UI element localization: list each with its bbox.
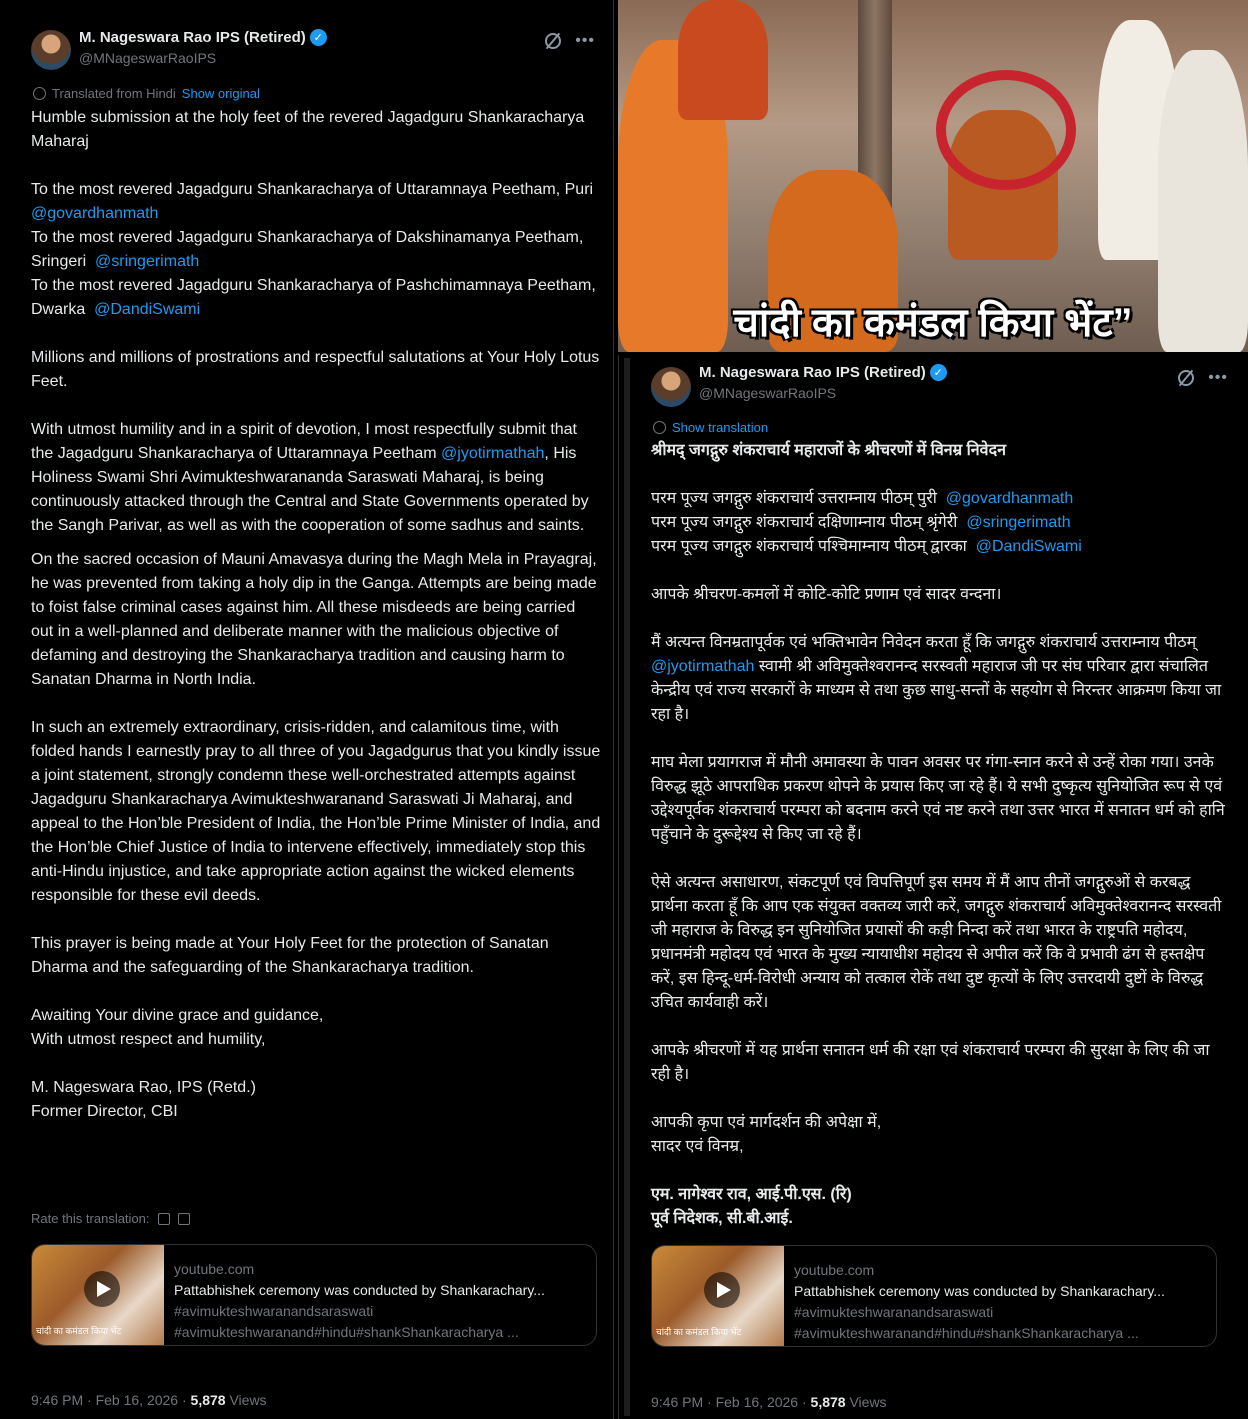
verified-badge-icon: ✓	[930, 364, 947, 381]
addressee-1-text: परम पूज्य जगद्गुरु शंकराचार्य उत्तराम्नाय पीठम् पुरी	[651, 490, 937, 507]
closing-line-2: With utmost respect and humility,	[31, 1031, 266, 1048]
garland-shape	[936, 70, 1076, 190]
closing-block	[31, 1004, 601, 1052]
mention-dandiswami[interactable]: @DandiSwami	[975, 538, 1082, 555]
translation-notice	[33, 86, 260, 101]
views-count: 5,878	[190, 1392, 226, 1408]
scrollbar[interactable]	[624, 358, 630, 1416]
play-icon[interactable]	[704, 1272, 740, 1308]
more-options-icon[interactable]: •••	[575, 32, 595, 49]
link-card-text[interactable]	[794, 1260, 1206, 1344]
addressee-3-text: To the most revered Jagadguru Shankaracharya of Pashchimamnaya Peetham, Dwarka	[31, 277, 596, 318]
link-card-thumbnail[interactable]	[652, 1246, 784, 1346]
tweet-header	[0, 26, 613, 70]
thumbnail-caption: चांदी का कमंडल किया भेंट	[656, 1327, 742, 1337]
video-still[interactable]	[618, 0, 1248, 352]
link-card-text[interactable]	[174, 1259, 586, 1343]
signature-name: एम. नागेश्वर राव, आई.पी.एस. (रि)	[651, 1186, 852, 1203]
more-options-icon[interactable]: •••	[1208, 369, 1228, 386]
tweet-original	[618, 355, 1248, 1419]
tweet-body-original	[651, 439, 1226, 1255]
addressees-block	[651, 487, 1226, 559]
paragraph-crisis: ऐसे अत्यन्त असाधारण, संकटपूर्ण एवं विपत्तिपूर्ण इस समय में मैं आप तीनों जगद्गुरुओं से करबद्ध प्रार्थना करता हूँ कि आप एक संयुक्त वक्तव्य जारी करें, जगद्गुरु शंकराचार्य अविमुक्तेश्वरानन्द सरस्वती जी महाराज के विरुद्ध इन सुनियोजित प्रयासों की कड़ी निन्दा करें तथा भारत के राष्ट्रपति महोदय, प्रधानमंत्री महोदय एवं भारत के मुख्य न्यायाधीश महोदय से अपील करें कि वे प्रभावी ढंग से हस्तक्षेप करें, इस हिन्दू-धर्म-विरोधी अन्याय को तत्काल रोकें तथा दुष्ट कृत्यों के लिए उत्तरदायी दुष्टों के विरुद्ध उचित कार्यवाही करें।	[651, 874, 1222, 1011]
link-card-title[interactable]: Pattabhishek ceremony was conducted by Shankarachary...	[794, 1283, 1165, 1299]
paragraph-salutation: Millions and millions of prostrations and respectful salutations at Your Holy Lotus Feet.	[31, 349, 600, 390]
link-card-domain: youtube.com	[174, 1261, 255, 1277]
tweet-header-original	[619, 363, 1248, 407]
paragraph-magh-mela: माघ मेला प्रयागराज में मौनी अमावस्या के पावन अवसर पर गंगा-स्नान करने से उन्हें रोका गया। उनके विरुद्ध झूठे आपराधिक प्रकरण थोपने के प्रयास किए जा रहे हैं। ये सभी दुष्कृत्य सुनियोजित रूप से एवं उद्देश्यपूर्वक शंकराचार्य परम्परा को बदनाम करने एवं नष्ट करने तथा उत्तर भारत में सनातन धर्म को हानि पहुँचाने के दुरूद्देश्य से किए जा रहे हैं।	[651, 754, 1225, 843]
show-original-link[interactable]: Show original	[181, 86, 260, 101]
header-actions	[1178, 369, 1228, 387]
play-icon[interactable]	[84, 1271, 120, 1307]
tweet-meta	[31, 1392, 267, 1408]
paragraph-salutation: आपके श्रीचरण-कमलों में कोटि-कोटि प्रणाम एवं सादर वन्दना।	[651, 586, 1002, 603]
link-card-domain: youtube.com	[794, 1262, 875, 1278]
signature-name: M. Nageswara Rao, IPS (Retd.)	[31, 1079, 256, 1096]
addressee-2-text: परम पूज्य जगद्गुरु शंकराचार्य दक्षिणाम्नाय पीठम् श्रृंगेरी	[651, 514, 958, 531]
show-translation-link[interactable]: Show translation	[672, 420, 769, 435]
humility-text-pre: मैं अत्यन्त विनम्रतापूर्वक एवं भक्तिभावेन निवेदन करता हूँ कि जगद्गुरु शंकराचार्य उत्तराम्नाय पीठम्	[651, 634, 1197, 651]
signature-title: पूर्व निदेशक, सी.बी.आई.	[651, 1210, 793, 1227]
tweet-meta	[651, 1394, 887, 1410]
link-card-thumbnail[interactable]	[32, 1245, 164, 1345]
grok-icon[interactable]	[545, 33, 561, 49]
closing-block	[651, 1111, 1226, 1159]
translate-icon	[33, 87, 46, 100]
signature-block	[31, 1076, 601, 1124]
link-card-desc-1: #avimukteshwaranandsaraswati	[794, 1304, 994, 1320]
paragraph-humility	[31, 418, 601, 538]
addressee-1-text: To the most revered Jagadguru Shankaracharya of Uttaramnaya Peetham, Puri	[31, 181, 594, 198]
translation-notice	[653, 420, 768, 435]
link-card-desc-2: #avimukteshwaranand#hindu#shankShankaracharya ...	[174, 1324, 519, 1340]
mention-govardhanmath[interactable]: @govardhanmath	[31, 205, 159, 222]
paragraph-crisis: In such an extremely extraordinary, crisis-ridden, and calamitous time, with folded hands I earnestly pray to all three of you Jagadgurus that you kindly issue a joint statement, strongly condemn these well-orchestrated attempts against Jagadguru Shankaracharya Avimukteshwaranand Saraswati Ji Maharaj, and appeal to the Hon’ble President of India, the Hon’ble Prime Minister of India, and the Hon’ble Chief Justice of India to intervene effectively, immediately stop this anti-Hindu injustice, and take appropriate action against the wicked elements responsible for these evil deeds.	[31, 719, 601, 904]
views-label: Views	[845, 1394, 887, 1410]
paragraph-prayer: आपके श्रीचरणों में यह प्रार्थना सनातन धर्म की रक्षा एवं शंकराचार्य परम्परा की सुरक्षा के लिए की जा रही है।	[651, 1042, 1210, 1083]
tweet-translated	[0, 0, 614, 1419]
closing-line-1: आपकी कृपा एवं मार्गदर्शन की अपेक्षा में,	[651, 1114, 882, 1131]
link-card[interactable]	[651, 1245, 1217, 1347]
humility-text-post: , His Holiness Swami Shri Avimukteshwarananda Saraswati Maharaj, is being continuously attacked through the Central and State Governments operated by the Sangh Parivar, as well as with the cooperation of some sadhus and saints.	[31, 445, 589, 534]
header-actions	[545, 32, 595, 50]
rate-translation	[31, 1211, 190, 1226]
translated-from-label: Translated from Hindi	[52, 86, 176, 101]
humility-text-pre: With utmost humility and in a spirit of devotion, I most respectfully submit that the Jagadguru Shankaracharya of Uttaramnaya Peetham	[31, 421, 577, 462]
avatar[interactable]	[31, 30, 71, 70]
grok-icon[interactable]	[1178, 370, 1194, 386]
link-card[interactable]	[31, 1244, 597, 1346]
link-card-title[interactable]: Pattabhishek ceremony was conducted by Shankarachary...	[174, 1282, 545, 1298]
closing-line-2: सादर एवं विनम्र,	[651, 1138, 744, 1155]
tweet-body	[31, 106, 601, 1148]
author-name-line[interactable]	[699, 364, 947, 381]
tweet-timestamp[interactable]: 9:46 PM · Feb 16, 2026 ·	[651, 1394, 811, 1410]
signature-block	[651, 1183, 1226, 1231]
thumbs-down-icon[interactable]	[178, 1213, 190, 1225]
avatar[interactable]	[651, 367, 691, 407]
author-name[interactable]: M. Nageswara Rao IPS (Retired)	[79, 29, 306, 46]
signature-title: Former Director, CBI	[31, 1103, 178, 1120]
addressee-2-text: To the most revered Jagadguru Shankaracharya of Dakshinamanya Peetham, Sringeri	[31, 229, 584, 270]
link-card-desc-2: #avimukteshwaranand#hindu#shankShankaracharya ...	[794, 1325, 1139, 1341]
author-name[interactable]: M. Nageswara Rao IPS (Retired)	[699, 364, 926, 381]
link-card-desc-1: #avimukteshwaranandsaraswati	[174, 1303, 374, 1319]
author-handle[interactable]: @MNageswarRaoIPS	[699, 385, 837, 401]
translate-icon	[653, 421, 666, 434]
video-overlay-caption: चांदी का कमंडल किया भेंट”	[733, 301, 1133, 345]
paragraph-title: Humble submission at the holy feet of the revered Jagadguru Shankaracharya Maharaj	[31, 109, 585, 150]
mention-sringerimath[interactable]: @sringerimath	[966, 514, 1071, 531]
figure-top-left	[678, 0, 768, 120]
thumbnail-caption: चांदी का कमंडल किया भेंट	[36, 1326, 122, 1336]
mention-govardhanmath[interactable]: @govardhanmath	[945, 490, 1074, 507]
views-count: 5,878	[810, 1394, 846, 1410]
post-title: श्रीमद् जगद्गुरु शंकराचार्य महाराजों के श्रीचरणों में विनम्र निवेदन	[651, 442, 1006, 459]
addressee-3-text: परम पूज्य जगद्गुरु शंकराचार्य पश्चिमाम्नाय पीठम् द्वारका	[651, 538, 967, 555]
views-label: Views	[225, 1392, 267, 1408]
paragraph-prayer: This prayer is being made at Your Holy Feet for the protection of Sanatan Dharma and the safeguarding of the Shankaracharya tradition.	[31, 935, 549, 976]
addressees-block	[31, 178, 601, 322]
author-name-line[interactable]	[79, 29, 327, 46]
mention-dandiswami[interactable]: @DandiSwami	[94, 301, 201, 318]
mention-jyotirmathah[interactable]: @jyotirmathah	[651, 658, 755, 675]
thumbs-up-icon[interactable]	[158, 1213, 170, 1225]
paragraph-humility	[651, 631, 1226, 727]
mention-jyotirmathah[interactable]: @jyotirmathah	[441, 445, 545, 462]
mention-sringerimath[interactable]: @sringerimath	[95, 253, 200, 270]
author-handle[interactable]: @MNageswarRaoIPS	[79, 50, 217, 66]
closing-line-1: Awaiting Your divine grace and guidance,	[31, 1007, 324, 1024]
tweet-timestamp[interactable]: 9:46 PM · Feb 16, 2026 ·	[31, 1392, 191, 1408]
verified-badge-icon: ✓	[310, 29, 327, 46]
humility-text-post: स्वामी श्री अविमुक्तेश्वरानन्द सरस्वती महाराज जी पर संघ परिवार द्वारा संचालित केन्द्रीय एवं राज्य सरकारों के माध्यम से तथा कुछ साधु-सन्तों के सहयोग से निरन्तर आक्रमण किया जा रहा है।	[651, 658, 1222, 723]
rate-translation-label: Rate this translation:	[31, 1211, 150, 1226]
paragraph-magh-mela: On the sacred occasion of Mauni Amavasya during the Magh Mela in Prayagraj, he was prevented from taking a holy dip in the Ganga. Attempts are being made to foist false criminal cases against him. All these misdeeds are being carried out in a well-planned and deliberate manner with the malicious objective of defaming and destroying the Shankaracharya tradition and causing harm to Sanatan Dharma in North India.	[31, 551, 597, 688]
